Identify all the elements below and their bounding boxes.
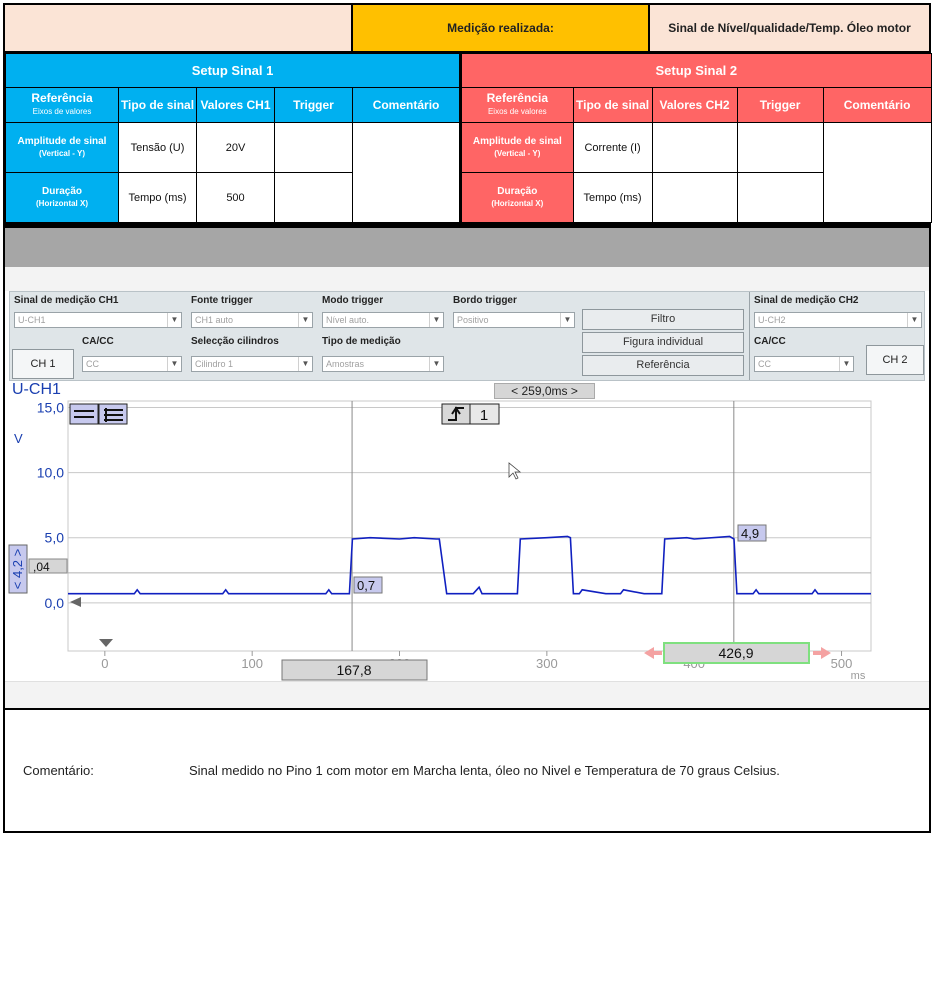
trigger-edge-label: Bordo trigger xyxy=(453,295,517,306)
trigger-mode-label: Modo trigger xyxy=(322,295,384,306)
measurement-value: Sinal de Nível/qualidade/Temp. Óleo motor xyxy=(650,5,929,51)
row-duration-type-2: Tempo (ms) xyxy=(573,173,652,223)
chevron-down-icon: ▼ xyxy=(839,357,853,371)
row-duration-value: 500 xyxy=(197,173,275,223)
ch2-signal-select[interactable]: U-CH2 ▼ xyxy=(754,312,922,328)
cursor1-value: 0,7 xyxy=(357,578,376,593)
measurement-type-select[interactable]: Amostras ▼ xyxy=(322,356,444,372)
x-tick-label: 0 xyxy=(101,656,109,671)
ch2-signal-label: Sinal de medição CH2 xyxy=(754,295,859,306)
acdc1-select[interactable]: CC ▼ xyxy=(82,356,182,372)
trigger-channel-number: 1 xyxy=(479,407,489,424)
cylinder-select[interactable]: Cilindro 1 ▼ xyxy=(191,356,313,372)
row-duration-trigger-2 xyxy=(737,173,823,223)
setup-signal-1-table xyxy=(5,53,460,223)
cylinder-label: Selecção cilindros xyxy=(191,336,279,347)
chevron-down-icon: ▼ xyxy=(298,357,312,371)
scope-control-panel xyxy=(9,291,925,381)
acdc2-select[interactable]: CC ▼ xyxy=(754,356,854,372)
col-reference: Referência Eixos de valores xyxy=(6,88,119,123)
y-tick-label: 0,0 xyxy=(44,594,64,611)
comment-label: Comentário: xyxy=(23,763,94,778)
y-axis-unit: V xyxy=(14,431,23,446)
reference-button[interactable]: Referência xyxy=(582,355,744,376)
row-amplitude-label-2: Amplitude de sinal (Vertical - Y) xyxy=(461,123,573,173)
cursor2-time: 426,9 xyxy=(718,645,754,661)
comment-section xyxy=(3,710,931,833)
x-tick-label: 300 xyxy=(536,656,558,671)
oscilloscope-window xyxy=(3,225,931,710)
ch1-signal-label: Sinal de medição CH1 xyxy=(14,295,119,306)
setup-signal-1-title: Setup Sinal 1 xyxy=(6,54,460,88)
row-duration-value-2 xyxy=(652,173,737,223)
chevron-down-icon: ▼ xyxy=(907,313,921,327)
filter-button[interactable]: Filtro xyxy=(582,309,744,330)
single-figure-button[interactable]: Figura individual xyxy=(582,332,744,353)
cursor1-time: 167,8 xyxy=(336,662,372,678)
scope-top-band xyxy=(5,267,929,291)
row-duration-type: Tempo (ms) xyxy=(119,173,197,223)
setup-2-comment-cell xyxy=(823,123,931,223)
row-duration-trigger xyxy=(275,173,353,223)
ch1-button[interactable]: CH 1 xyxy=(12,349,74,379)
y-tick-label: 5,0 xyxy=(44,529,64,546)
col-signal-type-2: Tipo de sinal xyxy=(573,88,652,123)
ch1-signal-select[interactable]: U-CH1 ▼ xyxy=(14,312,182,328)
col-trigger: Trigger xyxy=(275,88,353,123)
setup-signal-2-title: Setup Sinal 2 xyxy=(461,54,931,88)
channel-label: U-CH1 xyxy=(12,381,61,398)
trigger-source-select[interactable]: CH1 auto ▼ xyxy=(191,312,313,328)
row-duration-label: Duração (Horizontal X) xyxy=(6,173,119,223)
row-amplitude-type: Tensão (U) xyxy=(119,123,197,173)
x-tick-label: 100 xyxy=(241,656,264,671)
scope-bottom-band xyxy=(5,681,929,708)
row-amplitude-value: 20V xyxy=(197,123,275,173)
setup-1-comment-cell xyxy=(353,123,460,223)
measurement-label: Medição realizada: xyxy=(353,5,650,51)
chevron-down-icon: ▼ xyxy=(298,313,312,327)
header-blank-cell xyxy=(5,5,353,51)
row-duration-label-2: Duração (Horizontal X) xyxy=(461,173,573,223)
col-signal-type: Tipo de sinal xyxy=(119,88,197,123)
row-amplitude-label: Amplitude de sinal (Vertical - Y) xyxy=(6,123,119,173)
row-amplitude-trigger-2 xyxy=(737,123,823,173)
chevron-down-icon: ▼ xyxy=(167,357,181,371)
y-tick-label: 15,0 xyxy=(36,399,64,416)
comment-text: Sinal medido no Pino 1 com motor em Marcha lenta, óleo no Nivel e Temperatura de 70 graus Celsius. xyxy=(189,763,780,778)
col-trigger-2: Trigger xyxy=(737,88,823,123)
setup-section xyxy=(3,53,931,225)
chevron-down-icon: ▼ xyxy=(429,313,443,327)
measurement-header xyxy=(3,3,931,53)
col-values-ch1: Valores CH1 xyxy=(197,88,275,123)
chevron-down-icon: ▼ xyxy=(560,313,574,327)
x-tick-label: 500 xyxy=(830,656,853,671)
cursor2-value: 4,9 xyxy=(741,526,760,541)
col-reference-2: Referência Eixos de valores xyxy=(461,88,573,123)
row-amplitude-value-2 xyxy=(652,123,737,173)
y-tick-label: 10,0 xyxy=(36,464,64,481)
chevron-down-icon: ▼ xyxy=(429,357,443,371)
acdc1-label: CA/CC xyxy=(82,336,114,347)
col-comment: Comentário xyxy=(353,88,460,123)
measurement-type-label: Tipo de medição xyxy=(322,336,401,347)
x-axis-unit: ms xyxy=(850,670,866,681)
grid-lines-icon xyxy=(70,404,98,424)
trigger-source-label: Fonte trigger xyxy=(191,295,253,306)
waveform-chart[interactable] xyxy=(5,381,929,681)
col-values-ch2: Valores CH2 xyxy=(652,88,737,123)
trigger-edge-select[interactable]: Positivo ▼ xyxy=(453,312,575,328)
offset-value: < 4,2 > xyxy=(10,548,25,590)
trigger-mode-select[interactable]: Nível auto. ▼ xyxy=(322,312,444,328)
chevron-down-icon: ▼ xyxy=(167,313,181,327)
setup-signal-2-table xyxy=(460,53,932,223)
ch2-divider xyxy=(749,292,750,380)
scope-title-bar xyxy=(5,225,929,267)
col-comment-2: Comentário xyxy=(823,88,931,123)
cursor-list-icon-glyph xyxy=(104,408,123,422)
move-right-icon-shaft xyxy=(813,651,822,655)
time-delta-readout: < 259,0ms > xyxy=(494,383,595,399)
cursor-y-readout: ,04 xyxy=(33,560,50,574)
ch2-button[interactable]: CH 2 xyxy=(866,345,924,375)
row-amplitude-type-2: Corrente (I) xyxy=(573,123,652,173)
move-left-icon-shaft xyxy=(653,651,662,655)
acdc2-label: CA/CC xyxy=(754,336,786,347)
row-amplitude-trigger xyxy=(275,123,353,173)
scope-plot-area xyxy=(5,381,929,681)
